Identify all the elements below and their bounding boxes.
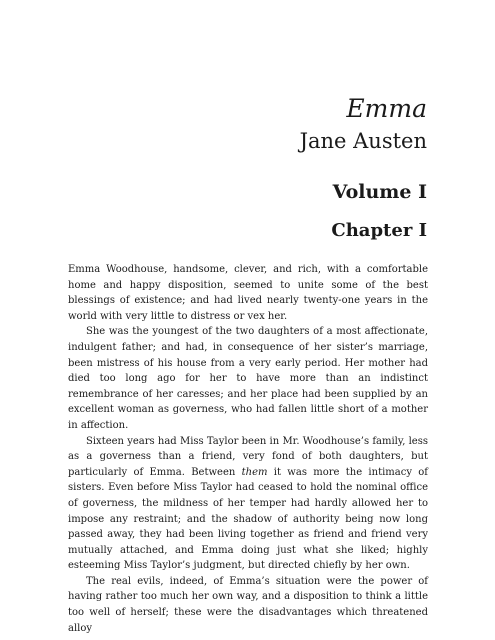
book-title: Emma [346, 94, 427, 123]
paragraph-4: The real evils, indeed, of Emma’s situation were the power of having rather too much her own way, and a disposition to think a little too well of herself; these were the disadvantages which threatened alloy [68, 575, 428, 634]
book-author: Jane Austen [299, 129, 427, 153]
volume-heading: Volume I [332, 181, 427, 203]
chapter-heading: Chapter I [331, 220, 427, 241]
paragraph-3 [68, 434, 428, 574]
paragraph-1: Emma Woodhouse, handsome, clever, and rich, with a comfortable home and happy disposition, seemed to unite some of the best blessings of existence; and had lived nearly twenty-one years in the world with very little to distress or vex her. [68, 264, 428, 322]
paragraph-2: She was the youngest of the two daughters of a most affectionate, indulgent father; and had, in consequence of her sister’s marriage, been mistress of his house from a very early period. Her mother had died too long ago for her to have more than an indistinct remembrance of her caresses; and her place had been supplied by an excellent woman as governess, who had fallen little short of a mother in affection. [68, 326, 428, 431]
chapter-body [68, 262, 428, 636]
paragraph-3-text-before: Sixteen years had Miss Taylor been in Mr. Woodhouse’s family, less as a governess than a friend, very fond of both daughters, but particularly of Emma. Between [68, 435, 428, 478]
paragraph-3-emphasis: them [241, 466, 268, 478]
paragraph-3-text-after: it was more the intimacy of sisters. Even before Miss Taylor had ceased to hold the nominal office of governess, the mildness of her temper had hardly allowed her to impose any restraint; and the shadow of authority being now long passed away, they had been living together as friend and friend very mutually attached, and Emma doing just what she liked; highly esteeming Miss Taylor’s judgment, but directed chiefly by her own. [68, 466, 429, 572]
